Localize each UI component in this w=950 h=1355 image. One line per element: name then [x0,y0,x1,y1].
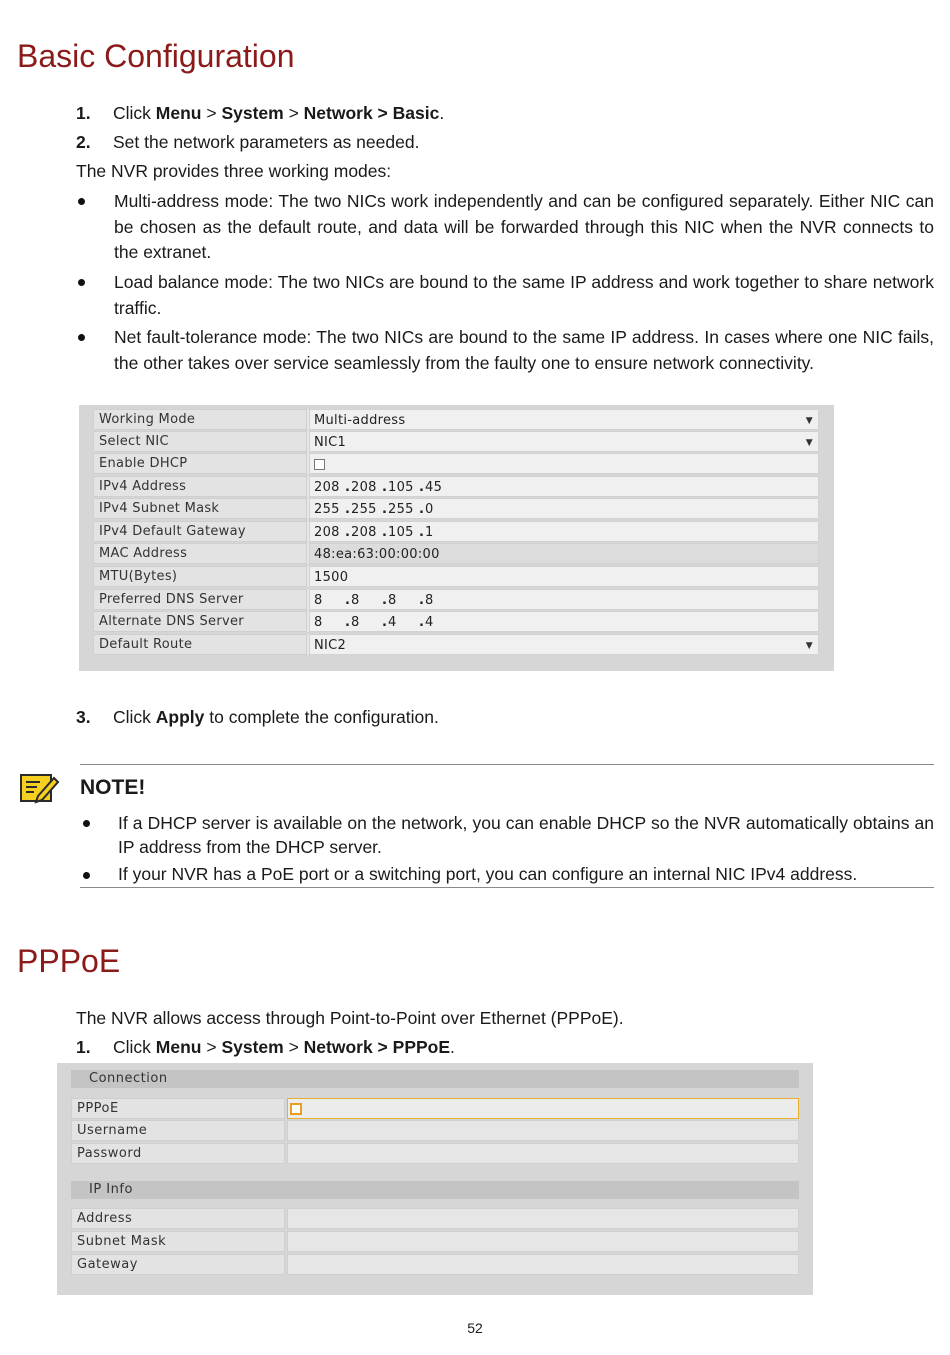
form-row-password: Password [71,1143,799,1164]
ip-separator-dot: . [345,502,351,517]
dropdown-caret-icon: ▼ [805,416,813,426]
mode-net-fault-tolerance: Net fault-tolerance mode: The two NICs are bound to the same IP address. In cases where one NIC fails, the other takes over service seamlessly from the faulty one to ensure network connectivity. [114,327,934,373]
step-1: 1. Click Menu > System > Network > Basic. [76,103,445,123]
note-poe: If your NVR has a PoE port or a switching port, you can configure an internal NIC IPv4 address. [118,864,858,884]
form-row-mac-address: MAC Address 48:ea:63:00:00:00 [93,543,819,564]
form-row-ipv4-subnet-mask: IPv4 Subnet Mask 255 .255 .255 .0 [93,498,819,519]
default-route-select[interactable]: NIC2 ▼ [309,634,819,655]
password-input[interactable] [287,1143,799,1164]
ip-separator-dot: . [419,480,425,495]
form-row-subnet-mask: Subnet Mask [71,1231,799,1252]
alternate-dns-input[interactable]: 8 .8 .4 .4 [309,611,819,632]
working-mode-select[interactable]: Multi-address ▼ [309,409,819,430]
mode-load-balance: Load balance mode: The two NICs are bound to the same IP address and work together to share network traffic. [114,272,934,318]
form-row-ipv4-default-gateway: IPv4 Default Gateway 208 .208 .105 .1 [93,521,819,542]
form-row-enable-dhcp: Enable DHCP [93,453,819,474]
pppoe-enable-checkbox[interactable] [290,1103,302,1115]
section-title-basic-configuration: Basic Configuration [17,38,295,74]
select-nic-select[interactable]: NIC1 ▼ [309,431,819,452]
ip-separator-dot: . [382,502,388,517]
bullet-dot [83,872,90,879]
bullet-dot [78,279,85,286]
address-value [287,1208,799,1229]
mode-multi-address: Multi-address mode: The two NICs work independently and can be configured separately. Either NIC can be chosen as the default route, and data will be forwarded through this NIC when the NVR connects to the extranet. [114,191,934,262]
form-row-default-route: Default Route NIC2 ▼ [93,634,819,655]
note-bottom-rule [80,887,934,888]
enable-dhcp-checkbox[interactable] [314,459,325,470]
form-row-working-mode: Working Mode Multi-address ▼ [93,409,819,430]
form-row-gateway: Gateway [71,1254,799,1275]
pppoe-form [57,1063,813,1295]
ip-separator-dot: . [345,593,351,608]
username-input[interactable] [287,1120,799,1141]
ip-separator-dot: . [382,593,388,608]
ip-separator-dot: . [419,502,425,517]
form-row-alternate-dns: Alternate DNS Server 8 .8 .4 .4 [93,611,819,632]
mtu-input[interactable]: 1500 [309,566,819,587]
step-3: 3. Click Apply to complete the configuration. [76,707,439,727]
note-dhcp: If a DHCP server is available on the network, you can enable DHCP so the NVR automatically obtains an IP address from the DHCP server. [118,813,934,857]
ip-separator-dot: . [382,615,388,630]
form-row-ipv4-address: IPv4 Address 208 .208 .105 .45 [93,476,819,497]
form-row-mtu: MTU(Bytes) 1500 [93,566,819,587]
bullet-dot [78,198,85,205]
ip-separator-dot: . [345,480,351,495]
ipv4-default-gateway-input[interactable]: 208 .208 .105 .1 [309,521,819,542]
network-basic-form [79,405,834,671]
note-title: NOTE! [80,776,146,799]
form-row-pppoe: PPPoE [71,1098,799,1119]
step-2: 2. Set the network parameters as needed. [76,132,420,152]
form-row-address: Address [71,1208,799,1229]
ip-separator-dot: . [345,525,351,540]
ip-separator-dot: . [345,615,351,630]
ip-separator-dot: . [419,525,425,540]
dropdown-caret-icon: ▼ [805,641,813,651]
ip-separator-dot: . [419,615,425,630]
page-number: 52 [467,1320,483,1336]
connection-section-header: Connection [71,1070,799,1088]
gateway-value [287,1254,799,1275]
modes-intro: The NVR provides three working modes: [76,161,392,181]
preferred-dns-input[interactable]: 8 .8 .8 .8 [309,589,819,610]
subnet-mask-value [287,1231,799,1252]
ip-separator-dot: . [419,593,425,608]
note-top-rule [80,764,934,765]
ipv4-address-input[interactable]: 208 .208 .105 .45 [309,476,819,497]
ip-separator-dot: . [382,480,388,495]
ip-info-section-header: IP Info [71,1181,799,1199]
bullet-dot [83,820,90,827]
form-row-username: Username [71,1120,799,1141]
ipv4-subnet-mask-input[interactable]: 255 .255 .255 .0 [309,498,819,519]
pppoe-intro: The NVR allows access through Point-to-Point over Ethernet (PPPoE). [76,1008,624,1028]
form-row-preferred-dns: Preferred DNS Server 8 .8 .8 .8 [93,589,819,610]
section-title-pppoe: PPPoE [17,943,121,979]
dropdown-caret-icon: ▼ [805,438,813,448]
note-pencil-icon [18,772,60,806]
mac-address-value: 48:ea:63:00:00:00 [309,543,819,564]
pppoe-step-1: 1. Click Menu > System > Network > PPPoE. [76,1037,455,1057]
form-row-select-nic: Select NIC NIC1 ▼ [93,431,819,452]
ip-separator-dot: . [382,525,388,540]
bullet-dot [78,334,85,341]
